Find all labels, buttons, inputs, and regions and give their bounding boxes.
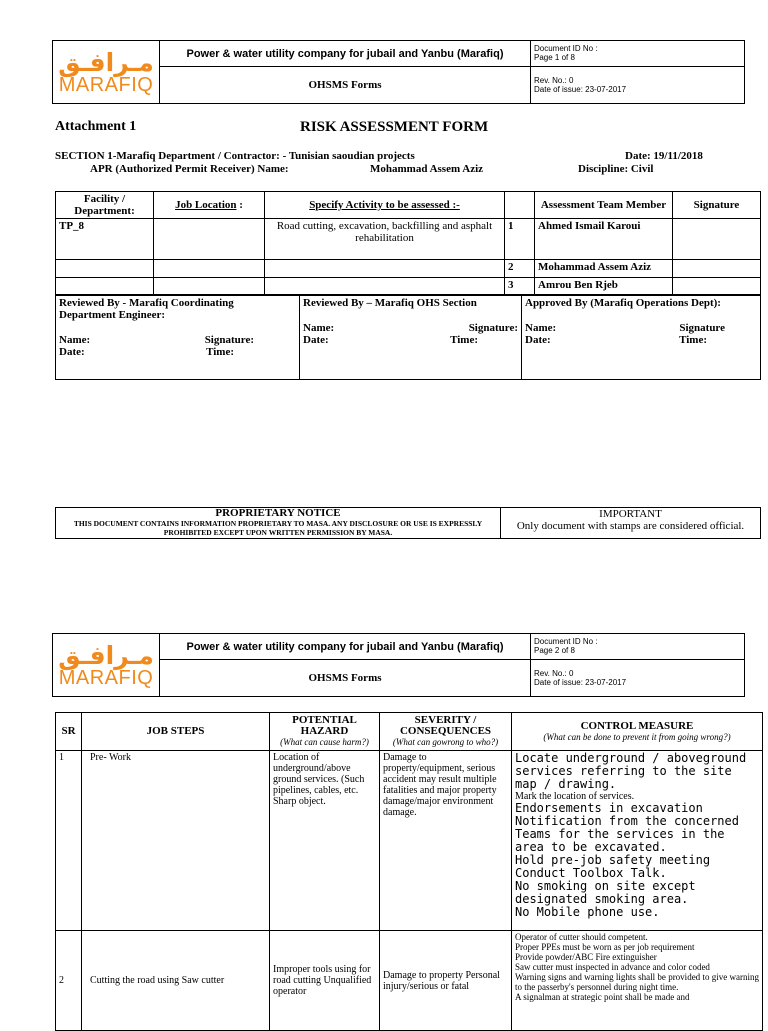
- form-date: Date: 19/11/2018: [625, 150, 703, 162]
- control-measure-item: Proper PPEs must be worn as per job requirement: [515, 942, 695, 952]
- attachment-label: Attachment 1: [55, 119, 137, 134]
- row-severity: Damage to property/equipment, serious accident may result multiple fatalities and major property damage/major environment damage.: [380, 751, 512, 931]
- sr-header: SR: [56, 713, 82, 751]
- signature-cell: [673, 278, 761, 295]
- section-line: SECTION 1-Marafiq Department / Contractor: - Tunisian saoudian projects: [55, 150, 415, 162]
- control-measure-item: Saw cutter must inspected in advance and color coded: [515, 962, 710, 972]
- operations-approval: [522, 296, 761, 380]
- notice-cell: [56, 508, 501, 539]
- notice-title: PROPRIETARY NOTICE: [215, 507, 341, 519]
- member-number: 3: [505, 278, 535, 295]
- potential-hazard-header: [270, 713, 380, 751]
- assessment-team-table: [55, 191, 761, 295]
- job-location-header: [154, 192, 265, 219]
- empty-cell: [56, 260, 154, 278]
- forms-title: OHSMS Forms: [160, 67, 531, 104]
- time-label: Time:: [450, 334, 478, 346]
- date-of-issue: Date of issue: 23-07-2017: [534, 85, 627, 94]
- document-id-cell: [531, 634, 745, 660]
- document-header-page1: [52, 40, 745, 104]
- job-location-header-label: Job Location: [175, 199, 237, 211]
- date-label: Date:: [303, 334, 329, 346]
- ohs-section-review: [300, 296, 522, 380]
- job-steps-header: JOB STEPS: [82, 713, 270, 751]
- signature-header: Signature: [673, 192, 761, 219]
- control-measure-item: Locate underground / aboveground services referring to the site map / drawing.: [515, 751, 747, 791]
- notice-body: THIS DOCUMENT CONTAINS INFORMATION PROPRIETARY TO MASA. ANY DISCLOSURE OR USE IS EXPRESSLY PROHIBITED EXCEPT UPON WRITTEN PERMISSION BY MASA.: [73, 519, 483, 537]
- row-control-measures: [512, 751, 763, 931]
- row-sr: 1: [56, 751, 82, 931]
- member-number: 1: [505, 219, 535, 260]
- document-id-label: Document ID No :: [534, 637, 598, 646]
- empty-cell: [265, 260, 505, 278]
- date-label: Date:: [525, 334, 551, 346]
- control-measure-item: Operator of cutter should competent.: [515, 932, 648, 942]
- name-label: Name:: [303, 322, 335, 334]
- logo-english-text: MARAFIQ: [58, 73, 154, 96]
- row-hazard: Location of underground/above ground services. (Such pipelines, cables, etc. Sharp object.: [270, 751, 380, 931]
- coordinating-engineer-review: [56, 296, 300, 380]
- logo-arabic-text: مـرافـق: [58, 640, 154, 670]
- member-number: 2: [505, 260, 535, 278]
- control-measure-item: Endorsements in excavation Notification from the concerned Teams for the services in the area to be excavated.: [515, 801, 739, 854]
- control-measure-item: No Mobile phone use.: [515, 905, 660, 919]
- signature-cell: [673, 260, 761, 278]
- signature-label: Signature:: [204, 334, 254, 346]
- time-label: Time:: [206, 346, 234, 358]
- forms-title: OHSMS Forms: [160, 660, 531, 697]
- empty-cell: [265, 278, 505, 295]
- facility-value: TP_8: [56, 219, 154, 260]
- facility-header: Facility / Department:: [56, 192, 154, 219]
- control-measure-item: Warning signs and warning lights shall be provided to give warning to the passerby's personnel during night time.: [515, 972, 759, 992]
- job-location-header-colon: :: [236, 199, 243, 211]
- revision-cell: [531, 67, 745, 104]
- marafiq-logo: [53, 41, 160, 104]
- control-measure-sub: (What can be done to prevent it from going wrong?): [543, 731, 731, 742]
- activity-value: Road cutting, excavation, backfilling and asphalt rehabilitation: [265, 219, 505, 260]
- date-label: Date:: [59, 346, 85, 358]
- document-id-label: Document ID No :: [534, 44, 598, 53]
- date-of-issue: Date of issue: 23-07-2017: [534, 678, 627, 687]
- empty-cell: [154, 278, 265, 295]
- review-approval-table: [55, 295, 761, 380]
- row-severity: Damage to property Personal injury/serious or fatal: [380, 931, 512, 1031]
- time-label: Time:: [679, 334, 707, 346]
- empty-cell: [56, 278, 154, 295]
- page-number: Page 2 of 8: [534, 646, 575, 655]
- discipline: Discipline: Civil: [578, 163, 654, 175]
- row-job-step: Pre- Work: [82, 751, 270, 931]
- control-measure-item: Mark the location of services.: [515, 791, 635, 802]
- signature-label: Signature: [679, 322, 725, 334]
- review-title: Reviewed By – Marafiq OHS Section: [303, 297, 477, 309]
- potential-hazard-label: POTENTIAL HAZARD: [292, 714, 357, 737]
- important-title: IMPORTANT: [599, 508, 662, 520]
- review-title: Reviewed By - Marafiq Coordinating Department Engineer:: [59, 297, 234, 321]
- severity-sub: (What can gowrong to who?): [392, 737, 499, 747]
- important-cell: [501, 508, 761, 539]
- team-member-name: Amrou Ben Rjeb: [535, 278, 673, 295]
- proprietary-notice: [55, 507, 761, 539]
- activity-header: Specify Activity to be assessed :-: [265, 192, 505, 219]
- control-measure-item: A signalman at strategic point shall be made and: [515, 992, 690, 1002]
- logo-english-text: MARAFIQ: [58, 666, 154, 689]
- row-sr: 2: [56, 931, 82, 1031]
- important-body: Only document with stamps are considered official.: [516, 520, 745, 532]
- name-label: Name:: [59, 334, 91, 346]
- team-member-name: Mohammad Assem Aziz: [535, 260, 673, 278]
- team-member-name: Ahmed Ismail Karoui: [535, 219, 673, 260]
- apr-label: APR (Authorized Permit Receiver) Name:: [90, 163, 289, 175]
- control-measure-item: No smoking on site except designated smoking area.: [515, 879, 696, 906]
- severity-header: [380, 713, 512, 751]
- control-measure-item: Conduct Toolbox Talk.: [515, 866, 667, 880]
- control-measure-label: CONTROL MEASURE: [580, 719, 694, 732]
- revision-number: Rev. No.: 0: [534, 76, 574, 85]
- document-id-cell: [531, 41, 745, 67]
- member-number-header: [505, 192, 535, 219]
- form-title: RISK ASSESSMENT FORM: [300, 119, 489, 135]
- team-member-header: Assessment Team Member: [535, 192, 673, 219]
- control-measure-item: Provide powder/ABC Fire extinguisher: [515, 952, 657, 962]
- revision-number: Rev. No.: 0: [534, 669, 574, 678]
- hazard-control-table: [55, 712, 763, 1031]
- marafiq-logo: [53, 634, 160, 697]
- company-name: Power & water utility company for jubail and Yanbu (Marafiq): [160, 634, 531, 660]
- row-hazard: Improper tools using for road cutting Unqualified operator: [270, 931, 380, 1031]
- approval-title: Approved By (Marafiq Operations Dept):: [525, 297, 721, 309]
- page-number: Page 1 of 8: [534, 53, 575, 62]
- empty-cell: [154, 260, 265, 278]
- logo-arabic-text: مـرافـق: [58, 47, 154, 77]
- row-job-step: Cutting the road using Saw cutter: [82, 931, 270, 1031]
- row-control-measures: [512, 931, 763, 1031]
- revision-cell: [531, 660, 745, 697]
- apr-name: Mohammad Assem Aziz: [370, 163, 484, 175]
- signature-cell: [673, 219, 761, 260]
- name-label: Name:: [525, 322, 557, 334]
- control-measure-item: Hold pre-job safety meeting: [515, 853, 711, 867]
- severity-label: SEVERITY / CONSEQUENCES: [399, 714, 492, 737]
- company-name: Power & water utility company for jubail and Yanbu (Marafiq): [160, 41, 531, 67]
- control-measure-header: [512, 713, 763, 751]
- document-header-page2: [52, 633, 745, 697]
- signature-label: Signature:: [468, 322, 518, 334]
- job-location-value: [154, 219, 265, 260]
- potential-hazard-sub: (What can cause harm?): [280, 737, 369, 747]
